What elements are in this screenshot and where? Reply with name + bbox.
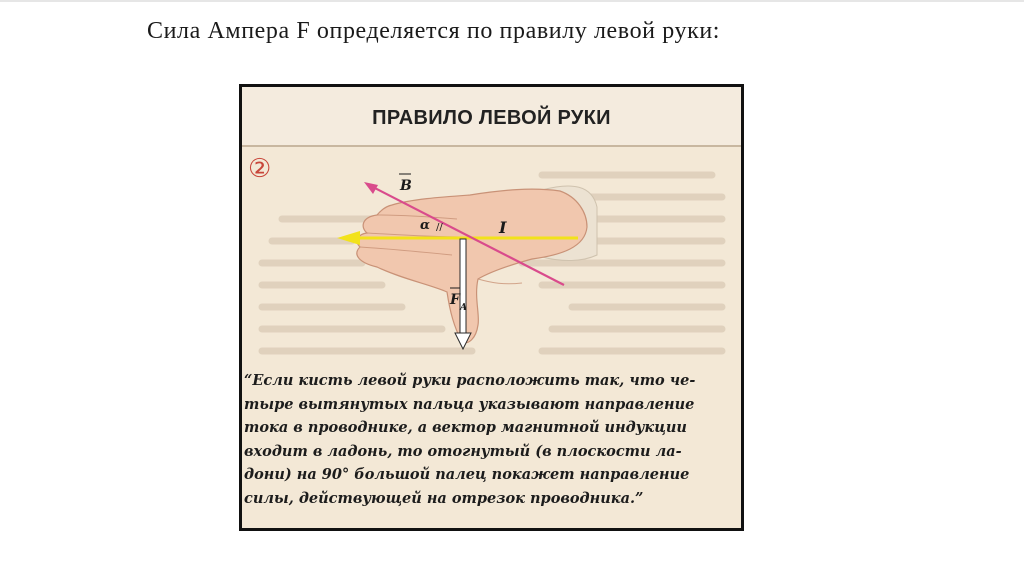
quote-line: дони) на 90° большой палец покажет направление (244, 466, 690, 483)
textbook-scan (239, 84, 744, 531)
label-i: I (499, 218, 507, 237)
rule-quote (244, 369, 734, 510)
label-f-subscript: A (460, 303, 467, 313)
top-rule (0, 0, 1024, 2)
label-b: B (400, 178, 412, 194)
slide-title: Сила Ампера F определяется по правилу левой руки: (147, 18, 721, 44)
label-f: F (450, 292, 460, 308)
figure-title: ПРАВИЛО ЛЕВОЙ РУКИ (372, 107, 611, 129)
current-arrow-head (337, 231, 360, 245)
quote-line: “Если кисть левой руки расположить так, что че- (244, 372, 696, 389)
induction-arrow-head (364, 182, 378, 194)
force-arrow-shaft (460, 239, 466, 334)
quote-line: силы, действующей на отрезок проводника.” (244, 489, 644, 507)
quote-line: тыре вытянутых пальца указывают направление (244, 395, 695, 413)
hand-shape (357, 189, 587, 343)
quote-line: входит в ладонь, то отогнутый (в плоскости ла- (244, 442, 682, 460)
figure-number: ② (248, 154, 272, 184)
quote-line: тока в проводнике, а вектор магнитной индукции (244, 419, 687, 436)
label-alpha: α (420, 218, 431, 233)
angle-mark: // (436, 222, 443, 233)
